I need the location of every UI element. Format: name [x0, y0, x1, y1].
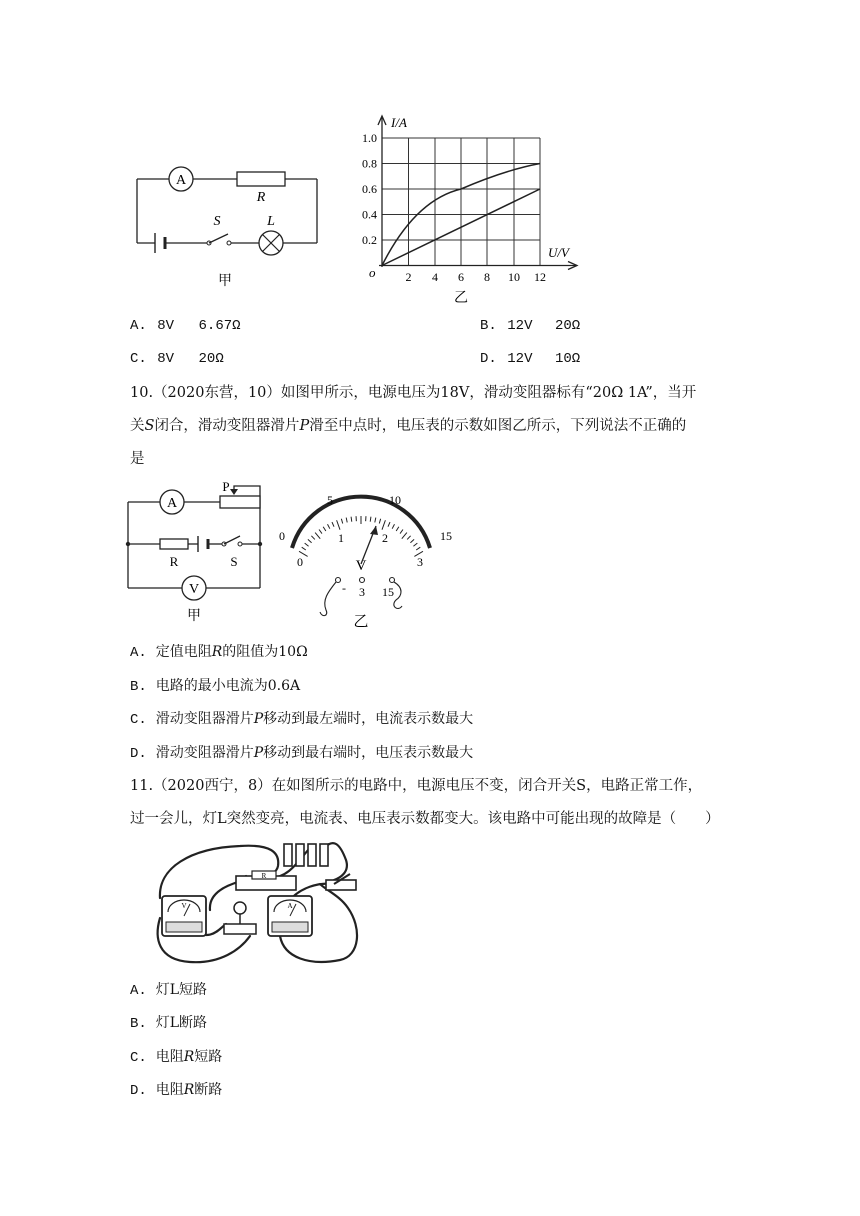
- dial-tick: [302, 547, 306, 550]
- y-tick-label: 0.8: [362, 156, 377, 171]
- dial-tick: [388, 522, 390, 527]
- x-tick-label: 2: [405, 270, 412, 284]
- y-axis-label: I/A: [391, 115, 407, 130]
- ammeter-device: [268, 896, 312, 936]
- option-text: 移动到最左端时，电流表示数最大: [263, 711, 474, 727]
- x-tick-label: 4: [432, 270, 438, 284]
- option-text: 灯L断路: [155, 1015, 208, 1031]
- q10-option-b[interactable]: [130, 676, 300, 697]
- figure-caption-yi: 乙: [454, 291, 468, 305]
- option-key: B.: [480, 318, 497, 334]
- q10-stem-line-2: [130, 416, 686, 436]
- option-text: 短路: [194, 1049, 223, 1065]
- q9-option-d[interactable]: [480, 348, 580, 369]
- q9-option-a[interactable]: [130, 315, 241, 336]
- stem-variable: P: [299, 418, 310, 434]
- option-value: 6.67Ω: [198, 318, 241, 334]
- dial-tick: [416, 547, 420, 550]
- voltmeter-label: V: [188, 582, 200, 597]
- option-variable: P: [253, 711, 264, 727]
- option-key: D.: [480, 351, 497, 367]
- option-variable: R: [183, 1082, 195, 1098]
- dial-tick: [308, 539, 312, 542]
- slider-label: P: [222, 479, 230, 494]
- lamp-holder: [224, 902, 256, 934]
- dial-tick: [396, 527, 399, 531]
- switch-symbol: [222, 536, 242, 569]
- switch-label: S: [230, 554, 238, 569]
- option-text: 滑动变阻器滑片: [155, 711, 254, 727]
- x-tick-label: 6: [458, 270, 464, 284]
- resistor-label: R: [169, 554, 179, 569]
- x-axis-label: U/V: [548, 245, 569, 260]
- ammeter-symbol: [169, 167, 193, 191]
- stem-text: 关: [130, 418, 145, 434]
- q10-option-c[interactable]: [130, 709, 473, 730]
- resistor-symbol: [237, 172, 285, 205]
- q9-circuit-diagram: [125, 155, 335, 295]
- option-key: A.: [130, 318, 147, 334]
- option-value: 12V: [507, 351, 533, 367]
- q10-circuit-diagram: [120, 478, 280, 630]
- dial-tick: [400, 529, 403, 533]
- dial-tick: [392, 524, 394, 528]
- rheostat-coil: [284, 844, 328, 866]
- resistor-symbol: [160, 539, 188, 569]
- bottom-scale-label: 1: [338, 531, 344, 545]
- dial-tick: [410, 539, 414, 542]
- stem-text: 闭合，滑动变阻器滑片: [154, 418, 300, 434]
- q11-stem-line-2: 过一会儿，灯L突然变亮，电流表、电压表示数都变大。该电路中可能出现的故障是（ ）: [130, 811, 720, 827]
- switch-symbol: [207, 214, 231, 245]
- ammeter-symbol: [160, 490, 184, 514]
- option-value: 8V: [157, 351, 175, 367]
- option-key: A.: [130, 983, 147, 999]
- q10-stem-line-3: 是: [130, 451, 145, 467]
- voltmeter-device: [162, 896, 206, 936]
- x-tick-label: 8: [484, 270, 490, 284]
- figure-caption-jia: 甲: [187, 609, 201, 624]
- dial-tick: [305, 543, 309, 546]
- q11-option-d[interactable]: [130, 1080, 222, 1101]
- option-value: 12V: [507, 318, 533, 334]
- option-key: B.: [130, 679, 147, 695]
- option-key: D.: [130, 746, 147, 762]
- y-tick-label: 0.2: [362, 233, 377, 247]
- dial-tick: [346, 518, 347, 523]
- q11-option-a[interactable]: [130, 980, 207, 1001]
- lamp-label: L: [267, 214, 275, 229]
- resistor-board: [236, 871, 296, 890]
- battery-symbol: [198, 536, 208, 552]
- ammeter-label: A: [166, 496, 178, 511]
- bottom-scale-label: 0: [297, 555, 303, 569]
- dial-tick: [328, 524, 330, 528]
- dial-tick: [323, 527, 326, 531]
- option-value: 20Ω: [554, 318, 581, 334]
- ammeter-label: A: [175, 173, 187, 188]
- option-key: A.: [130, 645, 147, 661]
- dial-tick: [413, 543, 417, 546]
- lamp-symbol: [259, 214, 283, 255]
- figure-caption-yi: 乙: [353, 614, 369, 630]
- resistor-tag: R: [261, 872, 267, 880]
- option-variable: P: [253, 745, 264, 761]
- dial-tick: [382, 520, 385, 529]
- q9-option-b[interactable]: [480, 315, 580, 336]
- y-tick-label: 0.4: [362, 207, 377, 222]
- dial-unit-label: V: [355, 558, 367, 574]
- bottom-scale-label: 3: [417, 555, 423, 569]
- option-text: 电路的最小电流为0.6A: [155, 678, 301, 694]
- option-variable: R: [211, 644, 223, 660]
- q11-option-c[interactable]: [130, 1047, 222, 1068]
- voltmeter-symbol: [182, 576, 206, 600]
- option-text: 定值电阻: [155, 644, 212, 660]
- ammeter-face-label: A: [287, 902, 293, 910]
- option-text: 的阻值为10Ω: [222, 644, 308, 660]
- resistor-label: R: [256, 190, 266, 205]
- option-text: 断路: [194, 1082, 223, 1098]
- q11-option-b[interactable]: [130, 1013, 207, 1034]
- dial-tick: [319, 529, 322, 533]
- option-text: 滑动变阻器滑片: [155, 745, 254, 761]
- option-text: 电阻: [155, 1082, 184, 1098]
- q11-stem-line-1: 11.（2020西宁，8）在如图所示的电路中，电源电压不变，闭合开关S，电路正常工作，: [130, 778, 703, 794]
- dial-tick: [351, 517, 352, 522]
- graph-grid: [382, 138, 540, 266]
- option-key: D.: [130, 1083, 147, 1099]
- q10-option-d[interactable]: [130, 743, 473, 764]
- battery-symbol: [155, 233, 165, 253]
- dial-tick: [315, 533, 320, 539]
- dial-tick: [337, 520, 340, 529]
- rheostat-symbol: [220, 479, 260, 508]
- option-key: C.: [130, 1050, 147, 1066]
- dial-tick: [407, 536, 410, 540]
- bottom-scale-label: 2: [382, 531, 388, 545]
- option-text: 移动到最右端时，电压表示数最大: [263, 745, 474, 761]
- top-scale-label: 5: [327, 493, 333, 507]
- stem-variable: S: [144, 418, 155, 434]
- option-value: 20Ω: [198, 351, 224, 367]
- q10-stem-line-1: 10.（2020东营，10）如图甲所示，电源电压为18V，滑动变阻器标有“20Ω 1A”，当开: [130, 385, 697, 401]
- x-tick-label: 10: [508, 270, 520, 284]
- dial-tick: [379, 519, 380, 524]
- stem-text: 滑至中点时，电压表的示数如图乙所示，下列说法不正确的: [309, 418, 687, 434]
- dial-tick: [341, 519, 342, 524]
- voltmeter-face-label: V: [181, 902, 187, 910]
- dial-tick: [370, 517, 371, 522]
- switch-label: S: [213, 214, 221, 229]
- q10-option-a[interactable]: [130, 642, 308, 663]
- dial-tick: [332, 522, 334, 527]
- option-key: C.: [130, 351, 147, 367]
- dial-tick: [402, 533, 407, 539]
- dial-tick: [311, 536, 314, 540]
- figure-caption-jia: 甲: [218, 274, 232, 289]
- terminal-label: -: [342, 581, 346, 595]
- option-key: C.: [130, 712, 147, 728]
- top-scale-label: 15: [440, 529, 452, 543]
- option-text: 灯L短路: [155, 982, 208, 998]
- origin-label: o: [369, 265, 376, 280]
- q9-option-c[interactable]: [130, 348, 224, 369]
- y-tick-label: 1.0: [362, 131, 377, 145]
- y-tick-label: 0.6: [362, 182, 377, 196]
- q11-circuit-picture: [150, 838, 365, 970]
- top-scale-label: 10: [389, 493, 401, 507]
- option-value: 10Ω: [554, 351, 581, 367]
- option-variable: R: [183, 1049, 195, 1065]
- dial-tick: [375, 518, 376, 523]
- option-value: 8V: [157, 318, 175, 334]
- q10-voltmeter-dial: [270, 488, 460, 633]
- dial-ticks: [299, 516, 423, 556]
- top-scale-label: 0: [279, 529, 285, 543]
- terminal-label: 15: [382, 585, 394, 599]
- option-key: B.: [130, 1016, 147, 1032]
- q9-iu-graph: [355, 105, 595, 305]
- option-text: 电阻: [155, 1049, 184, 1065]
- x-tick-label: 12: [534, 270, 546, 284]
- terminal-label: 3: [359, 585, 365, 599]
